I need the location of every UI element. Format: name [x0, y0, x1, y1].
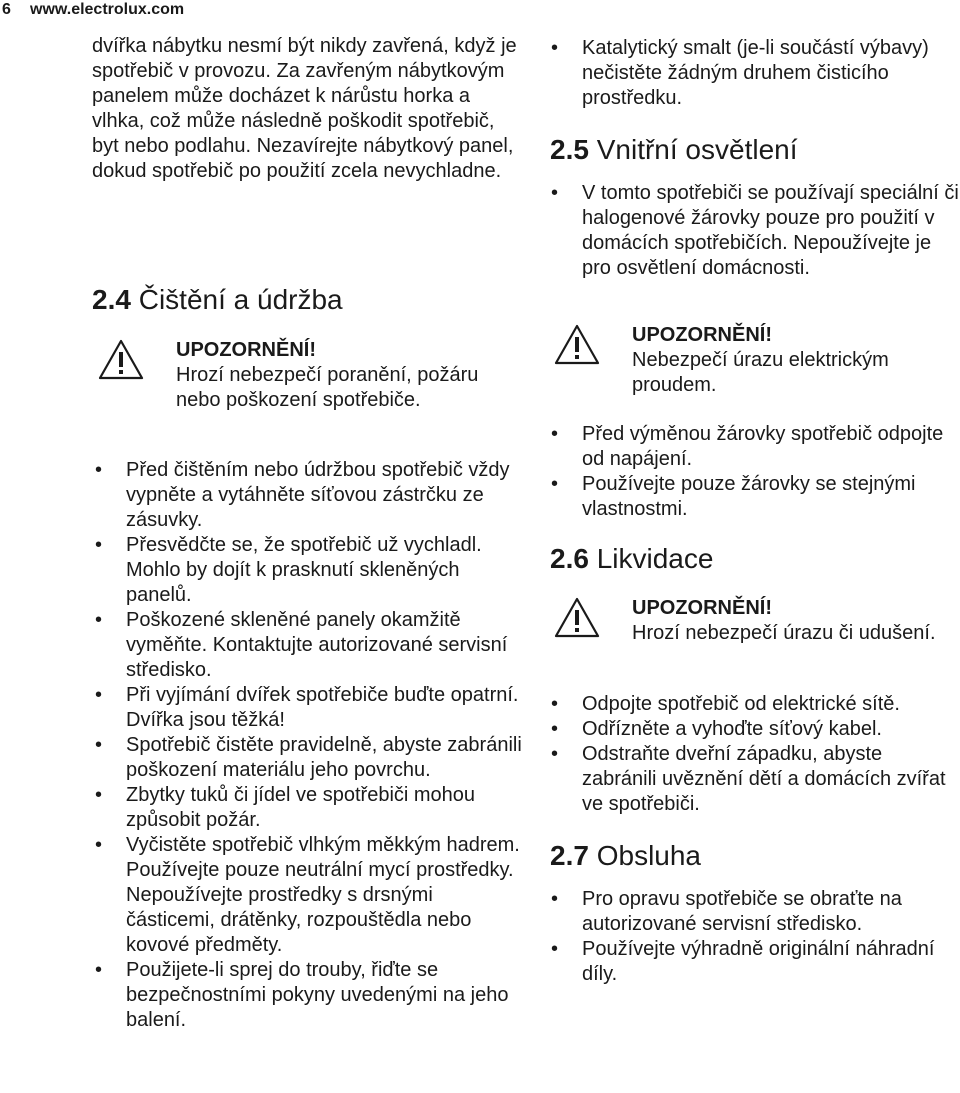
warning-title: UPOZORNĚNÍ!: [632, 597, 772, 619]
warning-body: Nebezpečí úrazu elektrickým proudem.: [632, 349, 889, 396]
list-item: • Při vyjímání dvířek spotřebiče buďte opatrní. Dvířka jsou těžká!: [95, 684, 519, 731]
list-item: • Před výměnou žárovky spotřebič odpojte od napájení.: [551, 423, 944, 470]
section-title: Vnitřní osvětlení: [596, 134, 798, 165]
bulb-bullet-list: [548, 422, 960, 522]
list-item: • Zbytky tuků či jídel ve spotřebiči mohou způsobit požár.: [95, 784, 476, 831]
list-item: • V tomto spotřebiči se používají speciální či halogenové žárovky pouze pro použití v domácích spotřebičích. Nepoužívejte je pro osvětlení domácnosti.: [551, 182, 959, 279]
warning-body: Hrozí nebezpečí poranění, požáru nebo poškození spotřebiče.: [176, 364, 479, 411]
list-item: • Odstraňte dveřní západku, abyste zabránili uvěznění dětí a domácích zvířat ve spotřebiči.: [551, 743, 946, 815]
list-item: • Používejte pouze žárovky se stejnými vlastnostmi.: [551, 473, 916, 520]
list-item: • Přesvědčte se, že spotřebič už vychladl. Mohlo by dojít k prasknutí skleněných panelů.: [95, 534, 482, 606]
warning-triangle-icon: [98, 338, 144, 380]
lighting-bullet-list: [548, 181, 960, 281]
list-item: • Katalytický smalt (je-li součástí výbavy) nečistěte žádným druhem čisticího prostředku.: [551, 37, 929, 109]
list-item: • Před čištěním nebo údržbou spotřebič vždy vypněte a vytáhněte síťovou zástrčku ze zásuvky.: [95, 459, 510, 531]
list-item: • Vyčistěte spotřebič vlhkým měkkým hadrem. Používejte pouze neutrální mycí prostředky. Nepoužívejte prostředky s drsnými částicemi, drátěnky, rozpouštědla nebo kovové předměty.: [95, 834, 520, 956]
section-number: 2.4: [92, 284, 131, 315]
list-item: • Poškozené skleněné panely okamžitě vyměňte. Kontaktujte autorizované servisní středisko.: [95, 609, 508, 681]
list-item: • Odpojte spotřebič od elektrické sítě.: [551, 693, 900, 715]
service-bullet-list: [548, 887, 960, 987]
warning-triangle-icon: [554, 596, 600, 638]
section-title: Obsluha: [596, 840, 702, 871]
section-heading-disposal: [550, 542, 713, 576]
list-item: • Pro opravu spotřebiče se obraťte na autorizované servisní středisko.: [551, 888, 902, 935]
page-number: 6: [2, 1, 11, 18]
section-title: Čištění a údržba: [138, 284, 343, 315]
site-url: www.electrolux.com: [30, 1, 185, 18]
intro-paragraph: dvířka nábytku nesmí být nikdy zavřená, když je spotřebič v provozu. Za zavřeným nábytkovým panelem může docházet k nárůstu horka a vlhka, což může následně poškodit spotřebič, byt nebo podlahu. Nezavírejte nábytkový panel, dokud spotřebič po použití zcela nevychladne.: [92, 35, 517, 182]
warning-triangle-icon: [554, 323, 600, 365]
list-item: • Spotřebič čistěte pravidelně, abyste zabránili poškození materiálu jeho povrchu.: [95, 734, 522, 781]
section-heading-lighting: [550, 133, 798, 167]
section-number: 2.5: [550, 134, 589, 165]
section-heading-service: [550, 839, 701, 873]
enamel-bullet-list: [548, 36, 960, 111]
list-item: • Používejte výhradně originální náhradní díly.: [551, 938, 935, 985]
disposal-bullet-list: [548, 692, 960, 817]
warning-title: UPOZORNĚNÍ!: [176, 339, 316, 361]
warning-title: UPOZORNĚNÍ!: [632, 324, 772, 346]
section-number: 2.7: [550, 840, 589, 871]
section-title: Likvidace: [596, 543, 714, 574]
section-heading-cleaning: [92, 283, 343, 317]
warning-body: Hrozí nebezpečí úrazu či udušení.: [632, 622, 936, 644]
cleaning-bullet-list: [92, 458, 524, 1033]
section-number: 2.6: [550, 543, 589, 574]
list-item: • Odřízněte a vyhoďte síťový kabel.: [551, 718, 882, 740]
list-item: • Použijete-li sprej do trouby, řiďte se bezpečnostními pokyny uvedenými na jeho balení.: [95, 959, 509, 1031]
